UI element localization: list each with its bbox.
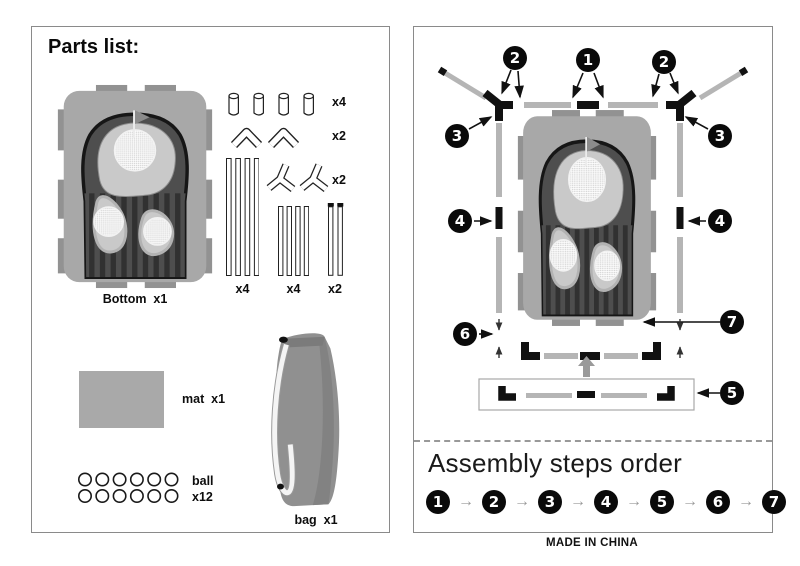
bottom-part-label: Bottom x1	[102, 292, 168, 306]
tipped-poles-count: x2	[328, 282, 342, 296]
tee-connector-parts-illustration	[266, 162, 330, 196]
callout-4-right: 4	[708, 209, 732, 233]
tipped-pole-parts-illustration	[327, 203, 345, 276]
tubes-count: x4	[332, 95, 346, 109]
callout-3-left: 3	[445, 124, 469, 148]
step-2: 2	[482, 490, 506, 514]
mat-illustration	[79, 371, 164, 428]
step-7: 7	[762, 490, 786, 514]
tube-parts-illustration	[228, 92, 318, 118]
dashed-divider	[414, 440, 772, 442]
step-arrow-icon: →	[458, 493, 474, 510]
step-5: 5	[650, 490, 674, 514]
tees-count: x2	[332, 173, 346, 187]
callout-5: 5	[720, 381, 744, 405]
ball-count: x12	[192, 490, 213, 504]
assembly-panel	[413, 26, 780, 533]
parts-list-panel	[31, 26, 390, 533]
callout-6: 6	[453, 322, 477, 346]
step-arrow-icon: →	[738, 493, 754, 510]
callout-3-right: 3	[708, 124, 732, 148]
callout-4-left: 4	[448, 209, 472, 233]
ball-label: ball	[192, 474, 214, 488]
step-4: 4	[594, 490, 618, 514]
callout-2-right: 2	[652, 50, 676, 74]
callout-1: 1	[576, 48, 600, 72]
step-1: 1	[426, 490, 450, 514]
step-arrow-icon: →	[514, 493, 530, 510]
elbows-count: x2	[332, 129, 346, 143]
step-arrow-icon: →	[626, 493, 642, 510]
step-3: 3	[538, 490, 562, 514]
parts-list-title: Parts list:	[48, 36, 140, 58]
balls-illustration	[78, 472, 182, 504]
callout-7: 7	[720, 310, 744, 334]
assembly-steps-order	[426, 490, 786, 514]
long-poles-count: x4	[235, 282, 250, 296]
elbow-connector-parts-illustration	[231, 126, 301, 150]
callout-2-left: 2	[503, 46, 527, 70]
mat-label: mat x1	[182, 392, 226, 406]
step-6: 6	[706, 490, 730, 514]
bag-illustration	[254, 327, 352, 513]
made-in-china-label: MADE IN CHINA	[545, 537, 639, 549]
step-arrow-icon: →	[570, 493, 586, 510]
mid-poles-count: x4	[286, 282, 301, 296]
long-pole-parts-illustration	[226, 158, 259, 276]
assembly-steps-heading: Assembly steps order	[428, 448, 682, 478]
step-arrow-icon: →	[682, 493, 698, 510]
mid-pole-parts-illustration	[278, 206, 309, 276]
bottom-mat-illustration	[56, 84, 214, 289]
bag-label: bag x1	[294, 513, 338, 527]
